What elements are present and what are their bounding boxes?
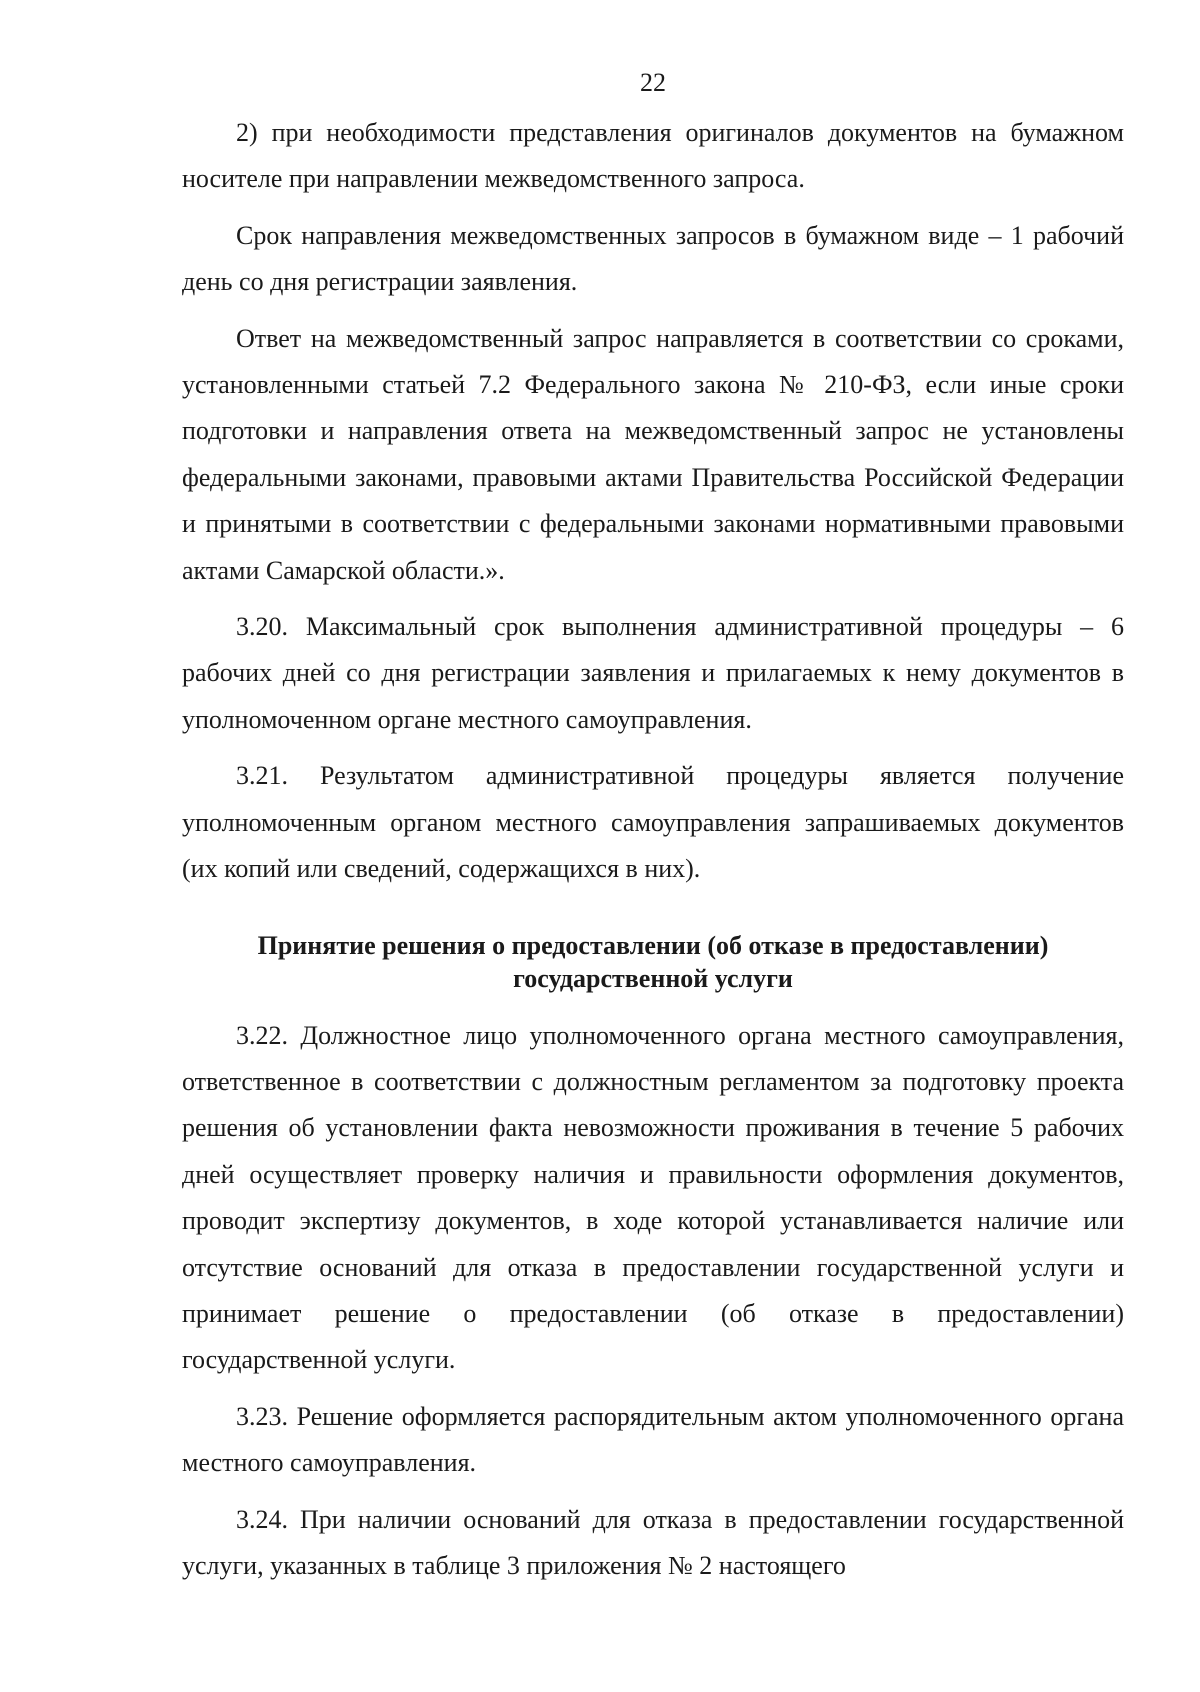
document-body [182, 110, 1124, 1589]
page-number: 22 [640, 68, 666, 97]
section-heading-line-2: государственной услуги [513, 963, 793, 993]
section-heading-line-1: Принятие решения о предоставлении (об отказе в предоставлении) [257, 930, 1049, 960]
paragraph-3-21: 3.21. Результатом административной процедуры является получение уполномоченным органом местного самоуправления запрашиваемых документов (их копий или сведений, содержащихся в них). [182, 761, 1124, 884]
section-heading [182, 929, 1124, 995]
paragraph-3-24: 3.24. При наличии оснований для отказа в предоставлении государственной услуги, указанных в таблице 3 приложения № 2 настоящего [182, 1504, 1124, 1580]
paragraph-3-20: 3.20. Максимальный срок выполнения административной процедуры – 6 рабочих дней со дня регистрации заявления и прилагаемых к нему документов в уполномоченном органе местного самоуправления. [182, 612, 1124, 734]
document-page [182, 0, 1124, 1692]
paragraph-request-deadline: Срок направления межведомственных запросов в бумажном виде – 1 рабочий день со дня регистрации заявления. [182, 220, 1124, 297]
paragraph-3-23: 3.23. Решение оформляется распорядительным актом уполномоченного органа местного самоуправления. [182, 1401, 1124, 1478]
paragraph-response-terms: Ответ на межведомственный запрос направляется в соответствии со сроками, установленными статьей 7.2 Федерального закона № 210-ФЗ, если иные сроки подготовки и направления ответа на межведомственный запрос не установлены федеральными законами, правовыми актами Правительства Российской Федерации и принятыми в соответствии с федеральными законами нормативными правовыми актами Самарской области.». [182, 323, 1124, 585]
paragraph-3-22: 3.22. Должностное лицо уполномоченного органа местного самоуправления, ответственное в соответствии с должностным регламентом за подготовку проекта решения об установлении факта невозможности проживания в течение 5 рабочих дней осуществляет проверку наличия и правильности оформления документов, проводит экспертизу документов, в ходе которой устанавливается наличие или отсутствие оснований для отказа в предоставлении государственной услуги и принимает решение о предоставлении (об отказе в предоставлении) государственной услуги. [182, 1020, 1124, 1375]
paragraph-interdepartmental-request-paper: 2) при необходимости представления оригиналов документов на бумажном носителе при направлении межведомственного запроса. [182, 118, 1124, 194]
